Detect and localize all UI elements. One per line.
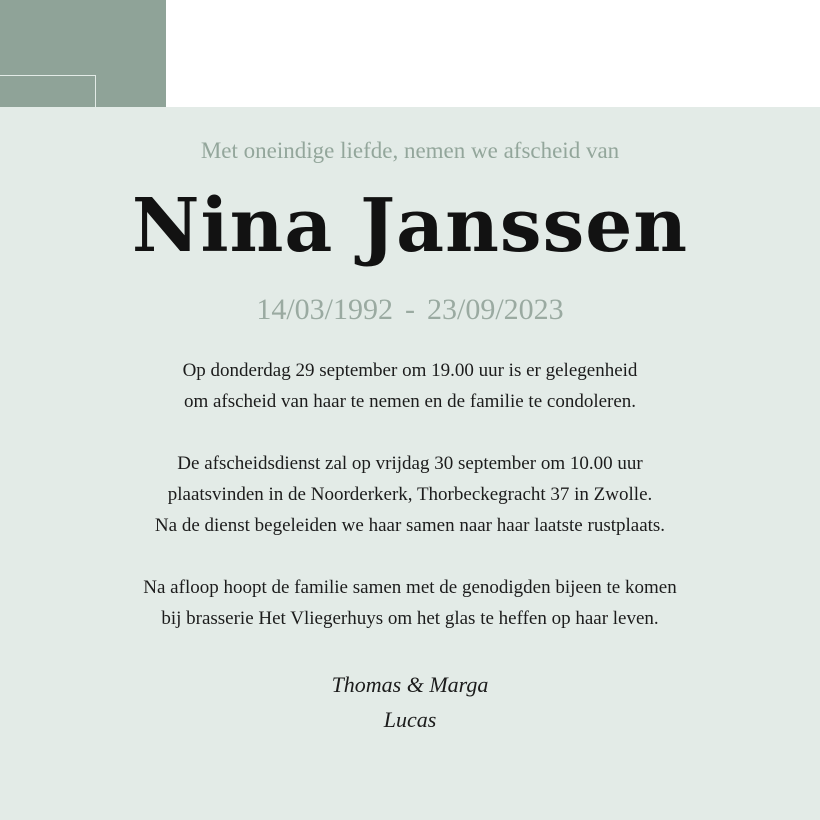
paragraph-gathering — [0, 572, 820, 634]
paragraph-condolence — [0, 355, 820, 417]
paragraph-service — [0, 448, 820, 541]
signature-line: Lucas — [383, 707, 437, 732]
body-line: bij brasserie Het Vliegerhuys om het glas te heffen op haar leven. — [161, 608, 659, 629]
corner-frame-line — [0, 75, 96, 107]
date-separator: - — [405, 293, 415, 326]
announcement-body — [0, 355, 820, 665]
death-date: 23/09/2023 — [427, 293, 564, 326]
body-line: plaatsvinden in de Noorderkerk, Thorbeckegracht 37 in Zwolle. — [167, 484, 653, 505]
body-line: De afscheidsdienst zal op vrijdag 30 september om 10.00 uur — [177, 453, 643, 474]
birth-date: 14/03/1992 — [256, 293, 393, 326]
body-line: Op donderdag 29 september om 19.00 uur is er gelegenheid — [182, 360, 638, 381]
body-line: Na de dienst begeleiden we haar samen naar haar laatste rustplaats. — [154, 515, 666, 536]
signature-block — [0, 667, 820, 737]
body-line: Na afloop hoopt de familie samen met de genodigden bijeen te komen — [143, 577, 677, 598]
intro-line: Met oneindige liefde, nemen we afscheid van — [200, 138, 620, 163]
deceased-name: Nina Janssen — [131, 183, 689, 269]
signature-line: Thomas & Marga — [331, 672, 489, 697]
body-line: om afscheid van haar te nemen en de familie te condoleren. — [183, 391, 637, 412]
corner-decoration — [0, 0, 166, 107]
life-dates — [0, 293, 820, 327]
